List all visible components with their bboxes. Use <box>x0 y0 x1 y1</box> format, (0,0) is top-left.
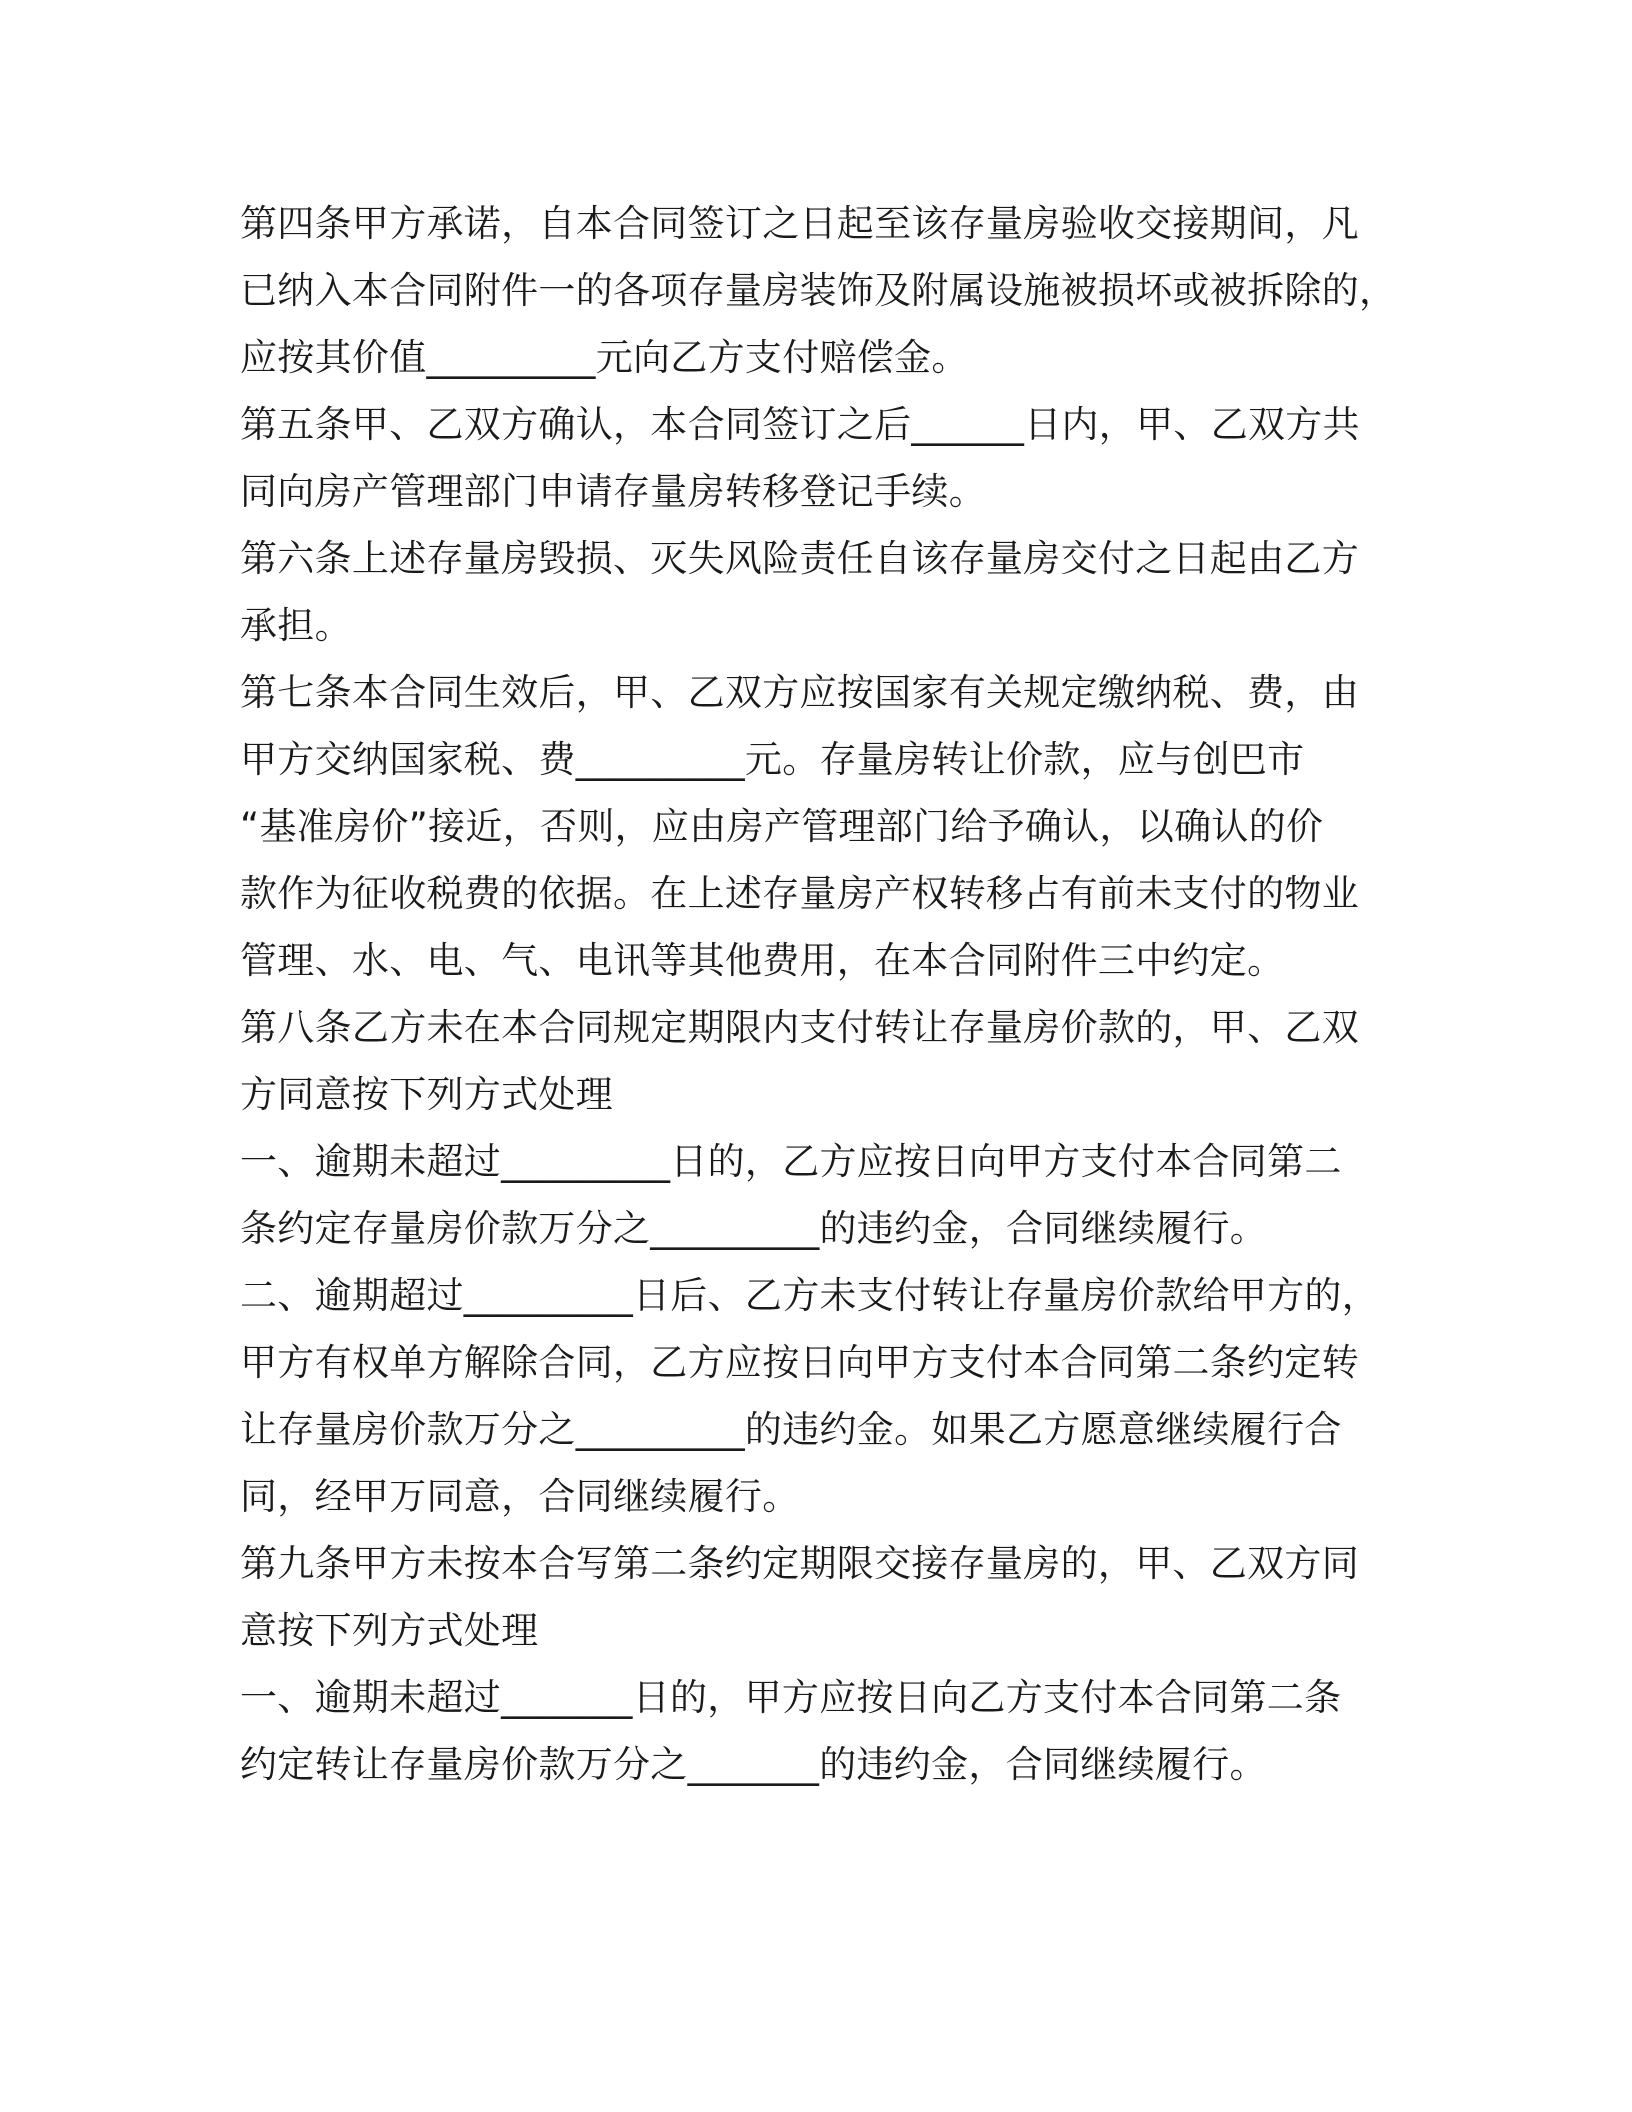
text-line: 第五条甲、乙双方确认，本合同签订之后______日内，甲、乙双方共 <box>240 403 1360 446</box>
text-line: 条约定存量房价款万分之_________的违约金，合同继续履行。 <box>240 1207 1268 1250</box>
text-line: 同向房产管理部门申请存量房转移登记手续。 <box>240 470 986 513</box>
text-line: 第六条上述存量房毁损、灭失风险责任自该存量房交付之日起由乙方 <box>240 537 1359 580</box>
text-line: 款作为征收税费的依据。在上述存量房产权转移占有前未支付的物业 <box>240 872 1359 915</box>
text-line: 方同意按下列方式处理 <box>240 1073 613 1116</box>
text-line: 让存量房价款万分之_________的违约金。如果乙方愿意继续履行合 <box>240 1408 1342 1451</box>
text-line: 二、逾期超过_________日后、乙方未支付转让存量房价款给甲方的， <box>240 1274 1379 1317</box>
text-line: 承担。 <box>240 604 352 647</box>
text-line: 管理、水、电、气、电讯等其他费用，在本合同附件三中约定。 <box>240 939 1285 982</box>
text-line: 意按下列方式处理 <box>240 1609 539 1652</box>
text-line: 甲方有权单方解除合同，乙方应按日向甲方支付本合同第二条约定转 <box>240 1341 1359 1384</box>
text-line: 第四条甲方承诺，自本合同签订之日起至该存量房验收交接期间，凡 <box>240 202 1359 245</box>
contract-body <box>240 190 1397 1798</box>
text-line: “基准房价”接近，否则，应由房产管理部门给予确认，以确认的价 <box>240 805 1324 848</box>
text-line: 甲方交纳国家税、费_________元。存量房转让价款，应与创巴市 <box>240 738 1305 781</box>
text-line: 第八条乙方未在本合同规定期限内支付转让存量房价款的，甲、乙双 <box>240 1006 1359 1049</box>
text-line: 一、逾期未超过_______日的，甲方应按日向乙方支付本合同第二条 <box>240 1676 1342 1719</box>
text-line: 约定转让存量房价款万分之_______的违约金，合同继续履行。 <box>240 1743 1267 1786</box>
text-line: 同，经甲万同意，合同继续履行。 <box>240 1475 800 1518</box>
text-line: 第七条本合同生效后，甲、乙双方应按国家有关规定缴纳税、费，由 <box>240 671 1359 714</box>
text-line: 已纳入本合同附件一的各项存量房装饰及附属设施被损坏或被拆除的， <box>240 269 1397 312</box>
text-line: 一、逾期未超过_________日的，乙方应按日向甲方支付本合同第二 <box>240 1140 1342 1183</box>
text-line: 第九条甲方未按本合写第二条约定期限交接存量房的，甲、乙双方同 <box>240 1542 1359 1585</box>
text-line: 应按其价值_________元向乙方支付赔偿金。 <box>240 336 969 379</box>
